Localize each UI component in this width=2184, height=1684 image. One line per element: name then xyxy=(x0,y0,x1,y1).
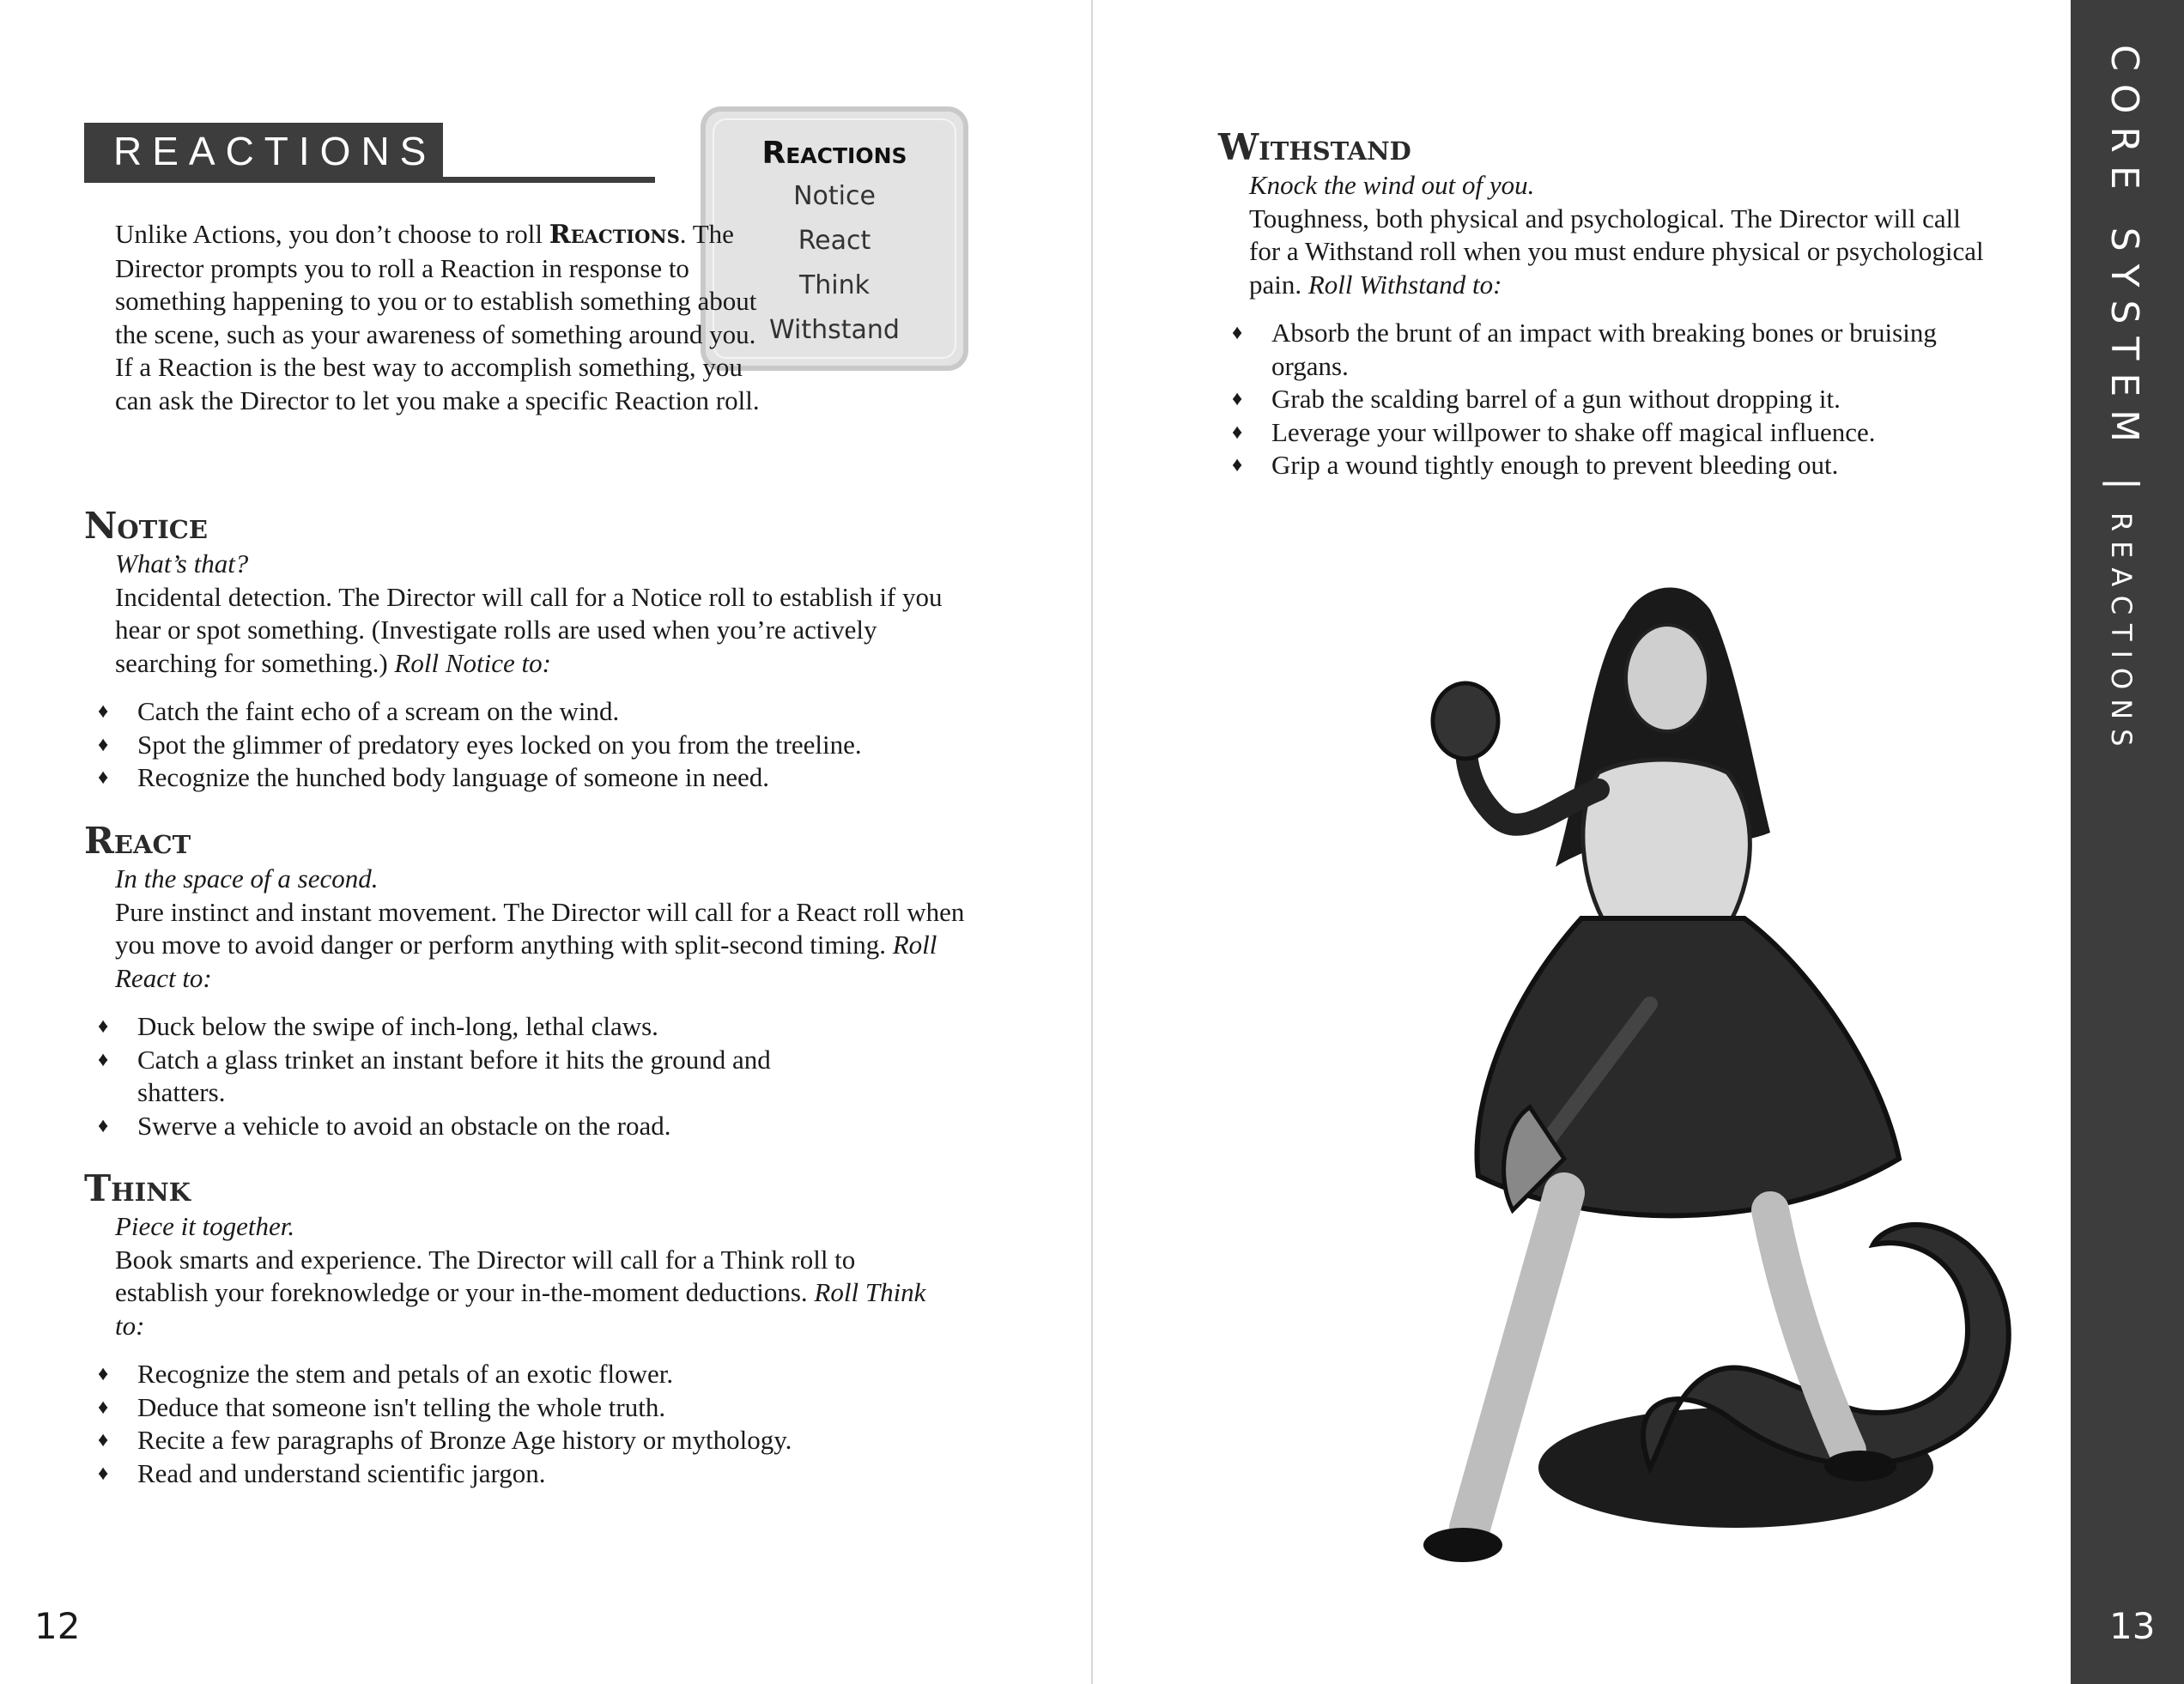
roll-prompt: Roll Notice to: xyxy=(394,647,551,678)
sidebar-item-react: React xyxy=(798,226,871,256)
section-banner: REACTIONS xyxy=(84,123,443,179)
sidebar-item-notice: Notice xyxy=(793,181,876,211)
section-think xyxy=(84,1167,951,1490)
tab-separator: | xyxy=(2102,477,2146,490)
section-description xyxy=(1249,203,1991,302)
roll-prompt: Roll Think to: xyxy=(115,1277,926,1341)
list-item: ♦ Catch a glass trinket an instant before it hits the ground and shatters. xyxy=(84,1044,848,1110)
section-title: Notice xyxy=(84,505,208,547)
section-notice xyxy=(84,505,951,795)
section-tagline: Knock the wind out of you. xyxy=(1249,170,1535,200)
section-tagline: Piece it together. xyxy=(115,1211,295,1241)
subsection-name: REACTIONS xyxy=(2105,512,2138,756)
left-shoe xyxy=(1423,1528,1502,1562)
right-shoe xyxy=(1824,1451,1896,1481)
roll-prompt: Roll React to: xyxy=(115,930,937,993)
section-title: React xyxy=(84,820,191,862)
intro-text-2: . The Director prompts you to roll a Reaction in response to something happening to you or to establish something about the scene, such as your awareness of something around you. If a Reaction is the best way to accomplish something, you can ask the Director to let you make a specific Reaction roll. xyxy=(115,219,760,415)
section-description xyxy=(115,896,974,996)
intro-term: Reactions xyxy=(549,220,680,250)
section-react xyxy=(84,820,965,1142)
held-object xyxy=(1433,683,1498,759)
list-item: ♦ Recognize the stem and petals of an exotic flower. xyxy=(84,1358,951,1391)
list-item: ♦ Grab the scalding barrel of a gun without dropping it. xyxy=(1218,383,1991,416)
list-item: ♦ Deduce that someone isn't telling the whole truth. xyxy=(84,1391,951,1425)
intro-paragraph xyxy=(115,218,767,417)
description-text: Book smarts and experience. The Director will call for a Think roll to establish your foreknowledge or your in-the-moment deductions. xyxy=(115,1244,856,1307)
section-withstand xyxy=(1218,126,1991,482)
sidebar-title: Reactions xyxy=(761,136,907,171)
description-text: Incidental detection. The Director will call for a Notice roll to establish if you hear or spot something. (Investigate rolls are used when you’re actively searching for something.) xyxy=(115,581,943,678)
list-item: ♦ Absorb the brunt of an impact with breaking bones or bruising organs. xyxy=(1218,317,1991,383)
description-text: Pure instinct and instant movement. The Director will call for a React roll when you move to avoid danger or perform anything with split-second timing. xyxy=(115,896,965,960)
intro-text-1: Unlike Actions, you don’t choose to roll xyxy=(115,219,549,249)
bullet-list xyxy=(84,695,951,795)
list-item: ♦ Spot the glimmer of predatory eyes locked on you from the treeline. xyxy=(84,729,951,762)
section-tagline: In the space of a second. xyxy=(115,863,379,893)
bullet-list xyxy=(84,1358,951,1490)
bullet-list xyxy=(1218,317,1991,482)
sidebar-item-think: Think xyxy=(798,270,871,300)
bullet-list xyxy=(84,1010,848,1142)
chapter-name: CORE SYSTEM xyxy=(2102,45,2146,456)
description-text: Toughness, both physical and psychological. The Director will call for a Withstand roll when you must endure physical or psychological pain. xyxy=(1249,203,1984,300)
list-item: ♦ Recognize the hunched body language of someone in need. xyxy=(84,761,951,795)
list-item: ♦ Grip a wound tightly enough to prevent bleeding out. xyxy=(1218,449,1991,482)
list-item: ♦ Read and understand scientific jargon. xyxy=(84,1457,951,1491)
page-number-right: 13 xyxy=(2109,1605,2156,1647)
list-item: ♦ Leverage your willpower to shake off magical influence. xyxy=(1218,416,1991,450)
character-illustration xyxy=(1367,558,2054,1657)
section-description xyxy=(115,1244,951,1343)
section-description xyxy=(115,581,951,681)
side-tab-label xyxy=(2102,45,2146,755)
list-item: ♦ Recite a few paragraphs of Bronze Age history or mythology. xyxy=(84,1424,951,1457)
list-item: ♦ Catch the faint echo of a scream on the wind. xyxy=(84,695,951,729)
roll-prompt: Roll Withstand to: xyxy=(1307,269,1502,300)
list-item: ♦ Swerve a vehicle to avoid an obstacle on the road. xyxy=(84,1110,848,1143)
banner-rule xyxy=(84,177,655,183)
list-item: ♦ Duck below the swipe of inch-long, lethal claws. xyxy=(84,1010,848,1044)
section-title: Think xyxy=(84,1167,191,1209)
right-page xyxy=(1092,0,2184,1684)
face xyxy=(1626,625,1708,731)
sidebar-item-withstand: Withstand xyxy=(769,315,900,345)
chapter-side-tab xyxy=(2071,0,2184,1684)
section-title: Withstand xyxy=(1218,126,1411,168)
section-tagline: What’s that? xyxy=(115,548,249,578)
page-number-left: 12 xyxy=(34,1605,81,1647)
